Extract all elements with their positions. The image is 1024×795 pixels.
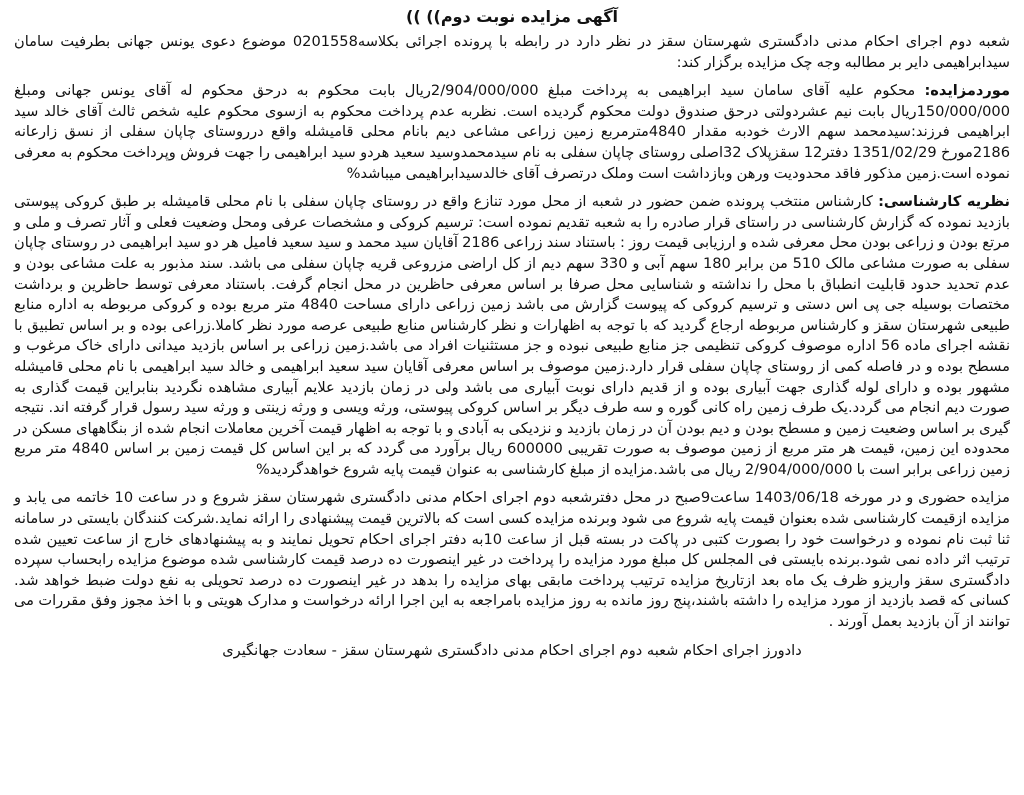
auction-subject-paragraph — [14, 81, 1010, 184]
expert-opinion-text: کارشناس منتخب پرونده ضمن حضور در شعبه از محل مورد تنازع واقع در روستای چاپان سفلی با نام محلی قامیشله بر طبق کروکی پیوستی بازدید نموده که گزارش کارشناسی در راستای قرار صادره را به شعبه تقدیم نموده است: ترسیم کروکی و مشخصات عرفی ومحل وضعیت فعلی و آثار تصرف و ملی و مرتع بودن و زراعی بودن محل معرفی شده و ارزیابی قیمت روز : باستناد سند زراعی 2186 آقایان سید محمد و سید سعید فامیل هر دو سید ابراهیمی در روستای چاپان سفلی به صورت مشاعی مالک 510 من برابر 180 سهم آبی و 330 سهم دیم از کل اراضی مزروعی قریه چاپان سفلی می باشد. سند مذبور به علت مشاعی بودن و عدم تحدید حدود قابلیت انطباق با محل را نداشته و شناسایی محل صرفا بر اساس معرفی حاظرین در محل انجام گرفت. باستناد معرفی توسط حاظرین و برداشت مختصات بوسیله جی پی اس دستی و ترسیم کروکی که پیوست گزارش می باشد زمین زراعی دارای مساحت 4840 متر مربع بوده و کروکی مربوطه به اداره منابع طبیعی شهرستان سقز و کارشناس مربوطه ارجاع گردید که با توجه به اظهارات و نظر کارشناس منابع طبیعی عرصه مورد نظر کاملا.زراعی بوده و بر اساس تطبیق با نقشه اجرای ماده 56 اداره موصوف کروکی تنظیمی جز منابع طبیعی نبوده و جز مستثنیات افراد می باشد.زمین زراعی بر اساس بازدید میدانی دارای خاک مرغوب و مسطح بوده و در فاصله کمی از روستای چاپان سفلی قرار دارد.زمین موصوف بر اساس معرفی آقایان سید سعید ابراهیمی و خالد سید ابراهیمی با نام محلی قامیشله مشهور بوده و دارای لوله گذاری جهت آبیاری بوده و از قدیم دارای نوبت آبیاری می باشد ولی در زمان بازدید علایم آبیاری مشاهده نگردید بنابراین قیمت گذاری به صورت دیم انجام می گردد.یک طرف زمین راه کانی گوره و سه طرف دیگر بر اساس کروکی پیوستی، ورثه ویسی و ورثه زینتی و ورثه سید رسول قرار گرفته اند. نتیجه گیری بر اساس وضعیت زمین و مسطح بودن و دیم بودن آن در زمان بازدید و نزدیکی به آبادی و با توجه به اظهار قیمت آخرین معاملات انجام شده از بنگاههای مسکن در محدوده این زمین، قیمت هر متر مربع از زمین موصوف به صورت تقریبی 600000 ریال برآورد می گردد که بر این اساس کل قیمت زمین بر اساس 4840 متر مربع زمین زراعی برابر است با 2/904/000/000 ریال می باشد.مزایده از مبلغ کارشناسی به عنوان قیمت پایه شروع خواهدگردید% — [14, 193, 1011, 478]
auction-subject-text: محکوم علیه آقای سامان سید ابراهیمی به پرداخت مبلغ 2/904/000/000ریال بابت محکوم به درحق محکوم له آقای یونس جهانی ومبلغ 150/000/000ریال بابت نیم عشردولتی درحق صندوق دولت محکوم گردیده است. نظربه عدم پرداخت محکوم به ازسوی محکوم علیه شخص ثالث آقای خالد سید ابراهیمی فرزند:سیدمحمد سهم الارث خودبه مقدار 4840مترمربع زمین زراعی مشاعی دیم بانام محلی قامیشله واقع درروستای چاپان سفلی از نسق زارعانه 2186مورخ 1351/02/29 دفتر12 سقزپلاک 32اصلی روستای چاپان سفلی به نام سیدمحمدوسید سعید هردو سید ابراهیمی را جهت فروش وپرداخت محکوم به معرفی نموده است.زمین مذکور فاقد محدودیت ورهن وبازداشت است وملک درتصرف آقای خالدسیدابراهیمی میباشد% — [14, 82, 1010, 182]
intro-paragraph: شعبه دوم اجرای احکام مدنی دادگستری شهرستان سقز در نظر دارد در رابطه با پرونده اجرائی بکلاسه0201558 موضوع دعوی یونس جهانی بطرفیت سامان سیدابراهیمی دایر بر مطالبه وجه چک مزایده برگزار کند: — [14, 33, 1010, 71]
notice-title: آگهی مزایده نوبت دوم)) )) — [406, 7, 618, 26]
auction-terms-paragraph: مزایده حضوری و در مورخه 1403/06/18 ساعت9صبح در محل دفترشعبه دوم اجرای احکام مدنی دادگستری شهرستان سقز شروع و در ساعت 10 خاتمه می یابد و مزایده ازقیمت کارشناسی شده بعنوان قیمت پایه شروع می شود وبرنده مزایده کسی است که بالاترین قیمت پیشنهادی را ارائه نماید.شرکت کنندگان بایستی در سامانه ثنا ثبت نام نموده و درخواست خود را بصورت کتبی در پاکت در بسته قبل از ساعت 10به دفتر اجرای احکام تحویل نمایند و به پیشنهادهای خارج از ساعت تعیین شده ترتیب اثر داده نمی شود.برنده بایستی فی المجلس کل مبلغ مورد مزایده را پرداخت در غیر اینصورت ده درصد قیمت کارشناسی شده موضوع مزایده رابحساب سپرده دادگستری سقز واریزو ظرف یک ماه بعد ازتاریخ مزایده ترتیب پرداخت مابقی بهای مزایده را بدهد در غیر اینصورت ده درصد تحویلی به نفع دولت ضبط خواهد شد. کسانی که قصد بازدید از مورد مزایده را داشته باشند،پنج روز مانده به روز مزایده بامراجعه به این اجرا ارائه درخواست و مدارک هویتی و با اخذ مجوز وفق مقررات می توانند از آن بازدید بعمل آورند . — [14, 489, 1011, 631]
signature-line: دادورز اجرای احکام شعبه دوم اجرای احکام مدنی دادگستری شهرستان سقز - سعادت جهانگیری — [222, 641, 802, 659]
expert-opinion-paragraph — [14, 192, 1010, 480]
auction-subject-label: موردمزایده: — [924, 82, 1010, 100]
expert-opinion-label: نظریه کارشناسی: — [878, 193, 1011, 211]
